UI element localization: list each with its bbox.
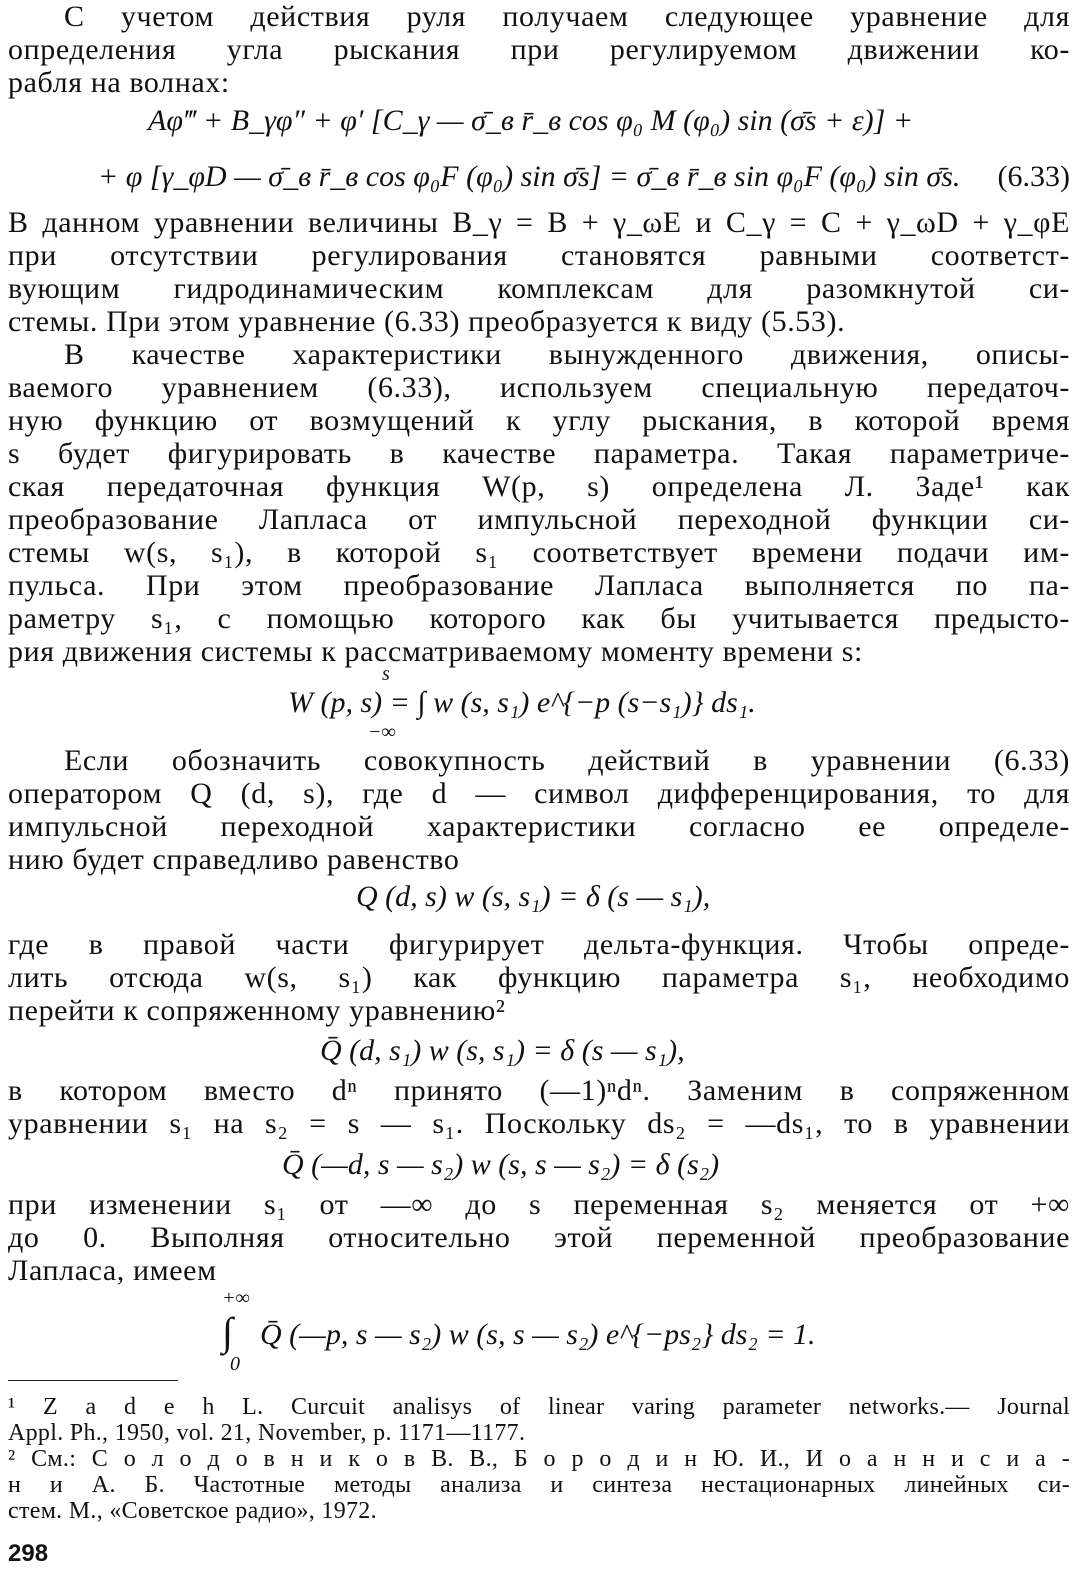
text-line: стемы. При этом уравнение (6.33) преобразуется к виду (5.53). bbox=[8, 305, 846, 338]
equation-adjoint-substituted: Q̄ (—d, s — s₂) w (s, s — s₂) = δ (s₂) bbox=[282, 1148, 720, 1181]
text-line: уравнении s₁ на s₂ = s — s₁. Поскольку ds₂ = —ds₁, то в уравнении bbox=[8, 1107, 1070, 1140]
text-line: s будет фигурировать в качестве параметра. Такая параметриче- bbox=[8, 437, 1070, 470]
text-line: ская передаточная функция W(p, s) определена Л. Заде¹ как bbox=[8, 470, 1070, 503]
equation-impulse: Q (d, s) w (s, s₁) = δ (s — s₁), bbox=[356, 880, 711, 913]
equation-transfer-function: W (p, s) = ∫ w (s, s₁) e^{−p (s−s₁)} ds₁. bbox=[288, 686, 756, 719]
page-number: 298 bbox=[8, 1540, 49, 1567]
footnote-2-line: стем. М., «Советское радио», 1972. bbox=[8, 1498, 377, 1524]
footnote-2-line: н и А. Б. Частотные методы анализа и синтеза нестационарных линейных си- bbox=[8, 1472, 1070, 1498]
integral-upper-limit: +∞ bbox=[222, 1287, 250, 1309]
text-line: ную функцию от возмущений к углу рыскания, в которой время bbox=[8, 404, 1070, 437]
integral-lower-limit: 0 bbox=[230, 1353, 240, 1375]
equation-laplace: Q̄ (—p, s — s₂) w (s, s — s₂) e^{−ps₂} ds₂ = 1. bbox=[260, 1318, 816, 1351]
text-line: перейти к сопряженному уравнению² bbox=[8, 994, 506, 1027]
text-line: Если обозначить совокупность действий в уравнении (6.33) bbox=[64, 744, 1070, 777]
equation-adjoint: Q̄ (d, s₁) w (s, s₁) = δ (s — s₁), bbox=[320, 1034, 685, 1067]
text-line: преобразование Лапласа от импульсной переходной функции си- bbox=[8, 503, 1070, 536]
text-line: импульсной переходной характеристики согласно ее определе- bbox=[8, 810, 1070, 843]
text-line: пульса. При этом преобразование Лапласа выполняется по па- bbox=[8, 569, 1070, 602]
text-line: В качестве характеристики вынужденного движения, описы- bbox=[64, 338, 1070, 371]
text-line: до 0. Выполняя относительно этой переменной преобразование bbox=[8, 1221, 1070, 1254]
text-line: при отсутствии регулирования становятся равными соответст- bbox=[8, 239, 1070, 272]
text-line: вующим гидродинамическим комплексам для разомкнутой си- bbox=[8, 272, 1070, 305]
text-line: ваемого уравнением (6.33), используем специальную передаточ- bbox=[8, 371, 1070, 404]
footnote-1-line: ¹ Z a d e h L. Curcuit analisys of linear varing parameter networks.— Journal bbox=[8, 1394, 1070, 1420]
footnote-divider bbox=[8, 1380, 178, 1381]
text-line: раметру s₁, с помощью которого как бы учитывается предысто- bbox=[8, 602, 1070, 635]
book-page bbox=[8, 0, 1070, 1572]
integral-upper-limit: s bbox=[382, 663, 390, 685]
text-line: в котором вместо dⁿ принято (—1)ⁿdⁿ. Заменим в сопряженном bbox=[8, 1074, 1070, 1107]
text-line: нию будет справедливо равенство bbox=[8, 843, 460, 876]
text-line: рабля на волнах: bbox=[8, 66, 230, 99]
equation-number: (6.33) bbox=[997, 160, 1070, 193]
text-line: оператором Q (d, s), где d — символ дифференцирования, то для bbox=[8, 777, 1070, 810]
text-line: лить отсюда w(s, s₁) как функцию параметра s₁, необходимо bbox=[8, 961, 1070, 994]
equation-6-33-line1: Aφ‴ + B_γφ″ + φ′ [C_γ — σ̄_в r̄_в cos φ₀ M (φ₀) sin (σ̄s + ε)] + bbox=[148, 104, 914, 137]
text-line: при изменении s₁ от —∞ до s переменная s₂ меняется от +∞ bbox=[8, 1188, 1070, 1221]
text-line: где в правой части фигурирует дельта-функция. Чтобы опреде- bbox=[8, 928, 1070, 961]
footnote-1-line: Appl. Ph., 1950, vol. 21, November, p. 1171—1177. bbox=[8, 1420, 526, 1446]
integral-lower-limit: −∞ bbox=[368, 721, 396, 743]
integral-sign-icon: ∫ bbox=[222, 1309, 233, 1354]
footnote-2-line: ² См.: С о л о д о в н и к о в В. В., Б о р о д и н Ю. И., И о а н н и с и а - bbox=[8, 1446, 1070, 1472]
text-line: В данном уравнении величины B_γ = B + γ_ωE и C_γ = C + γ_ωD + γ_φE bbox=[8, 206, 1070, 239]
text-line: С учетом действия руля получаем следующее уравнение для bbox=[64, 0, 1070, 33]
text-line: стемы w(s, s₁), в которой s₁ соответствует времени подачи им- bbox=[8, 536, 1070, 569]
equation-6-33-line2: + φ [γ_φD — σ̄_в r̄_в cos φ₀F (φ₀) sin σ̄s] = σ̄_в r̄_в sin φ₀F (φ₀) sin σ̄s. bbox=[98, 160, 961, 193]
text-line: рия движения системы к рассматриваемому моменту времени s: bbox=[8, 635, 863, 668]
text-line: определения угла рыскания при регулируемом движении ко- bbox=[8, 33, 1070, 66]
text-line: Лапласа, имеем bbox=[8, 1254, 217, 1287]
